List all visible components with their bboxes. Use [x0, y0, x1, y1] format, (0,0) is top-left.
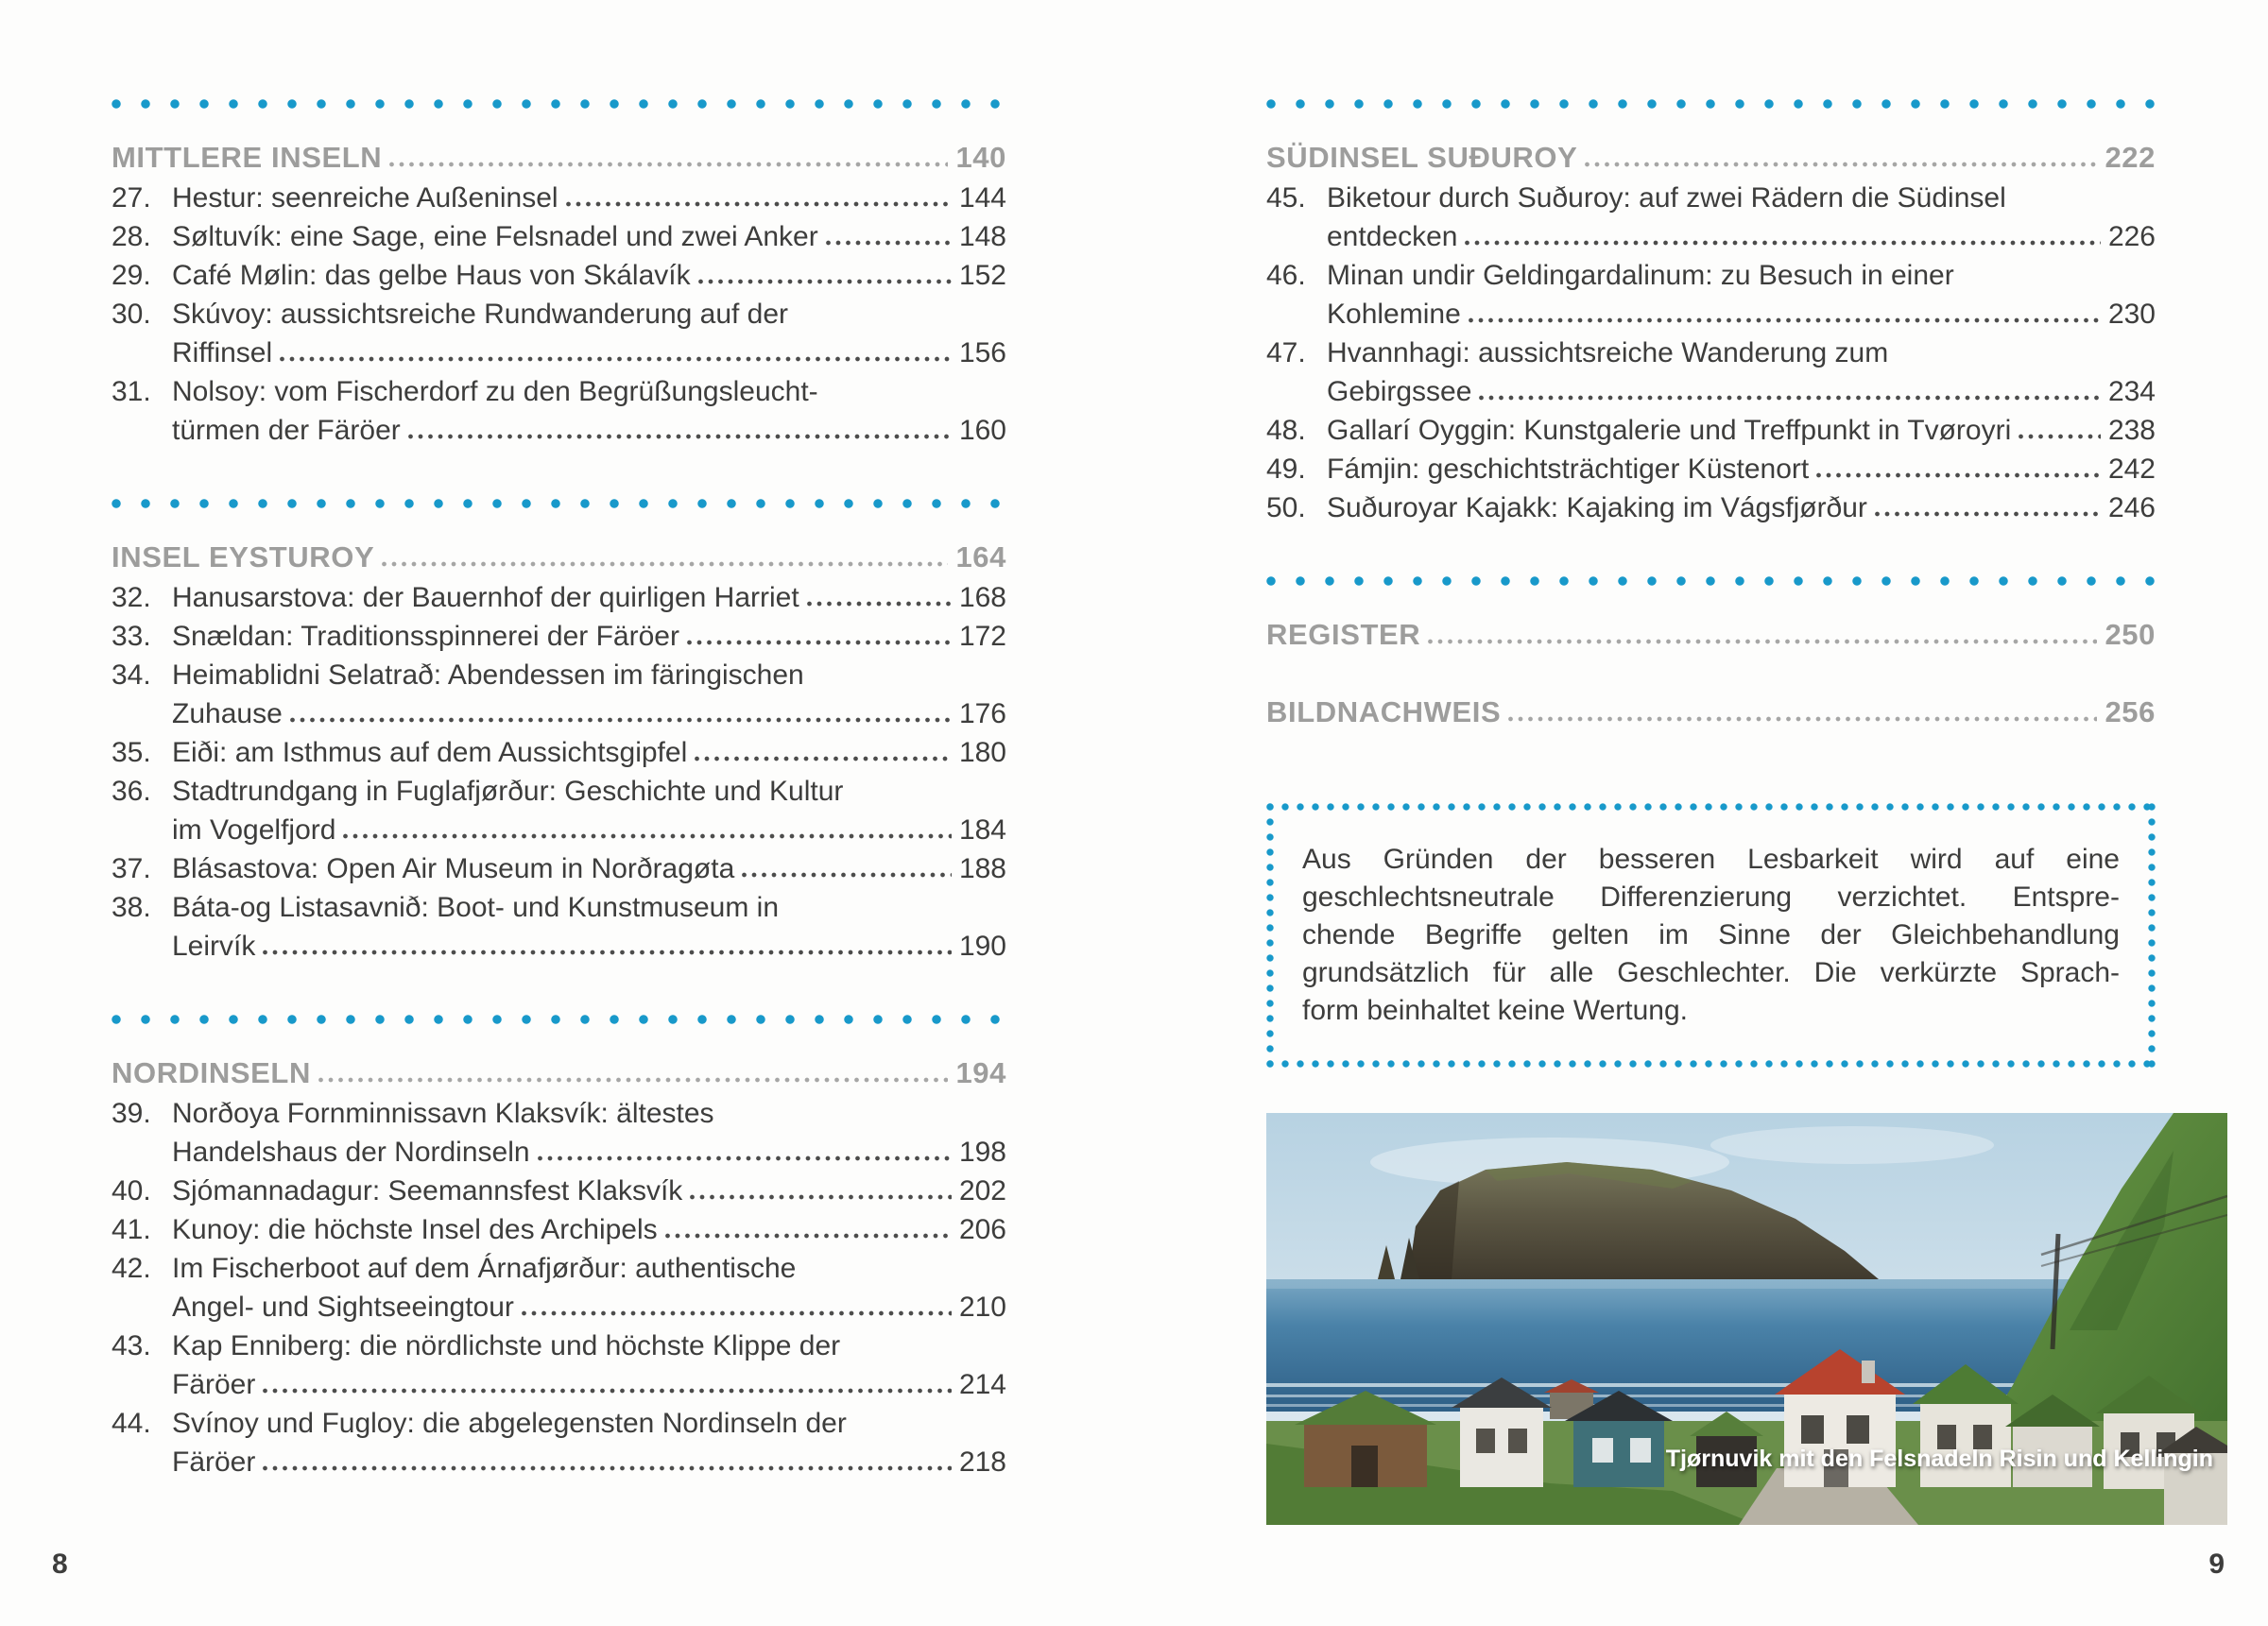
toc-entry[interactable] [112, 1404, 1006, 1481]
toc-entry-page: 230 [2107, 299, 2156, 330]
dot-leader [1875, 511, 2101, 517]
note-line: grundsätzlich für alle Geschlechter. Die verkürzte Sprach- [1302, 957, 2120, 988]
toc-entry-text: Zuhause [172, 698, 283, 729]
toc-entry-text: Gallarí Oyggin: Kunstgalerie und Treffpunkt in Tvøroyri [1327, 415, 2012, 446]
dot-leader [1479, 395, 2101, 401]
toc-entry-page: 242 [2107, 454, 2156, 485]
toc-entry-text: Färöer [172, 1446, 256, 1478]
toc-entry-text: Leirvík [172, 931, 256, 962]
toc-entry-body [172, 217, 1006, 256]
toc-entry-page: 238 [2107, 415, 2156, 446]
toc-entry-body [172, 179, 1006, 217]
toc-entry-page: 172 [958, 621, 1006, 652]
dot-leader [280, 356, 952, 362]
gender-note-box [1266, 803, 2156, 1068]
dot-leader [1585, 162, 2097, 167]
toc-right-sections [1266, 99, 2156, 527]
toc-entry-lastline [1327, 411, 2156, 450]
bildnachweis-page: 256 [2105, 695, 2156, 728]
note-line: chende Begriffe gelten im Sinne der Gleichbehandlung [1302, 919, 2120, 950]
toc-entry-number: 50. [1266, 492, 1306, 523]
toc-entry[interactable] [1266, 334, 2156, 411]
toc-entry-text: Snældan: Traditionsspinnerei der Färöer [172, 621, 679, 652]
toc-entry-body [172, 849, 1006, 888]
toc-entry-text: Riffinsel [172, 337, 273, 368]
toc-entry-page: 160 [958, 415, 1006, 446]
dot-leader [389, 162, 948, 167]
photo-tjornuvik [1266, 1113, 2227, 1525]
dot-leader [698, 279, 952, 284]
toc-entry-page: 218 [958, 1446, 1006, 1478]
toc-entry-text: Norðoya Fornminnissavn Klaksvík: ältestes [172, 1098, 714, 1129]
toc-entry-number: 45. [1266, 182, 1306, 214]
page-number-left: 8 [52, 1549, 68, 1580]
toc-entry[interactable] [112, 578, 1006, 617]
toc-section-bildnachweis[interactable] [1266, 692, 2156, 733]
toc-entry[interactable] [112, 849, 1006, 888]
toc-entry-body [172, 617, 1006, 656]
toc-section-header[interactable] [112, 1053, 1006, 1094]
toc-entry-page: 156 [958, 337, 1006, 368]
toc-entry-page: 206 [958, 1214, 1006, 1245]
toc-entry-lastline [172, 179, 1006, 217]
toc-entry-lastline [1327, 372, 2156, 411]
toc-entry-text: Nolsoy: vom Fischerdorf zu den Begrüßungsleucht- [172, 376, 818, 407]
toc-entry-page: 148 [958, 221, 1006, 252]
toc-section-header[interactable] [112, 537, 1006, 578]
section-title: NORDINSELN [112, 1056, 311, 1089]
toc-entry-number: 41. [112, 1214, 151, 1245]
toc-entry-lastline [172, 1210, 1006, 1249]
toc-entry-body [1327, 411, 2156, 450]
toc-entry-lastline [172, 411, 1006, 450]
dot-leader [263, 1388, 952, 1394]
toc-entry-lastline [172, 733, 1006, 772]
toc-entry-text: Søltuvík: eine Sage, eine Felsnadel und zwei Anker [172, 221, 818, 252]
toc-entry-lastline [172, 811, 1006, 849]
toc-entry-page: 234 [2107, 376, 2156, 407]
bildnachweis-title: BILDNACHWEIS [1266, 695, 1502, 728]
toc-entry-text: Angel- und Sightseeingtour [172, 1292, 514, 1323]
toc-entry[interactable] [112, 617, 1006, 656]
dot-leader [382, 561, 948, 567]
toc-entry-page: 190 [958, 931, 1006, 962]
toc-entry-number: 37. [112, 853, 151, 884]
toc-entry-lastline [172, 334, 1006, 372]
toc-entry[interactable] [1266, 411, 2156, 450]
note-line: geschlechtsneutrale Differenzierung verzichtet. Entspre- [1302, 881, 2120, 913]
toc-entry-text: Hanusarstova: der Bauernhof der quirligen Harriet [172, 582, 799, 613]
toc-entry-page: 144 [958, 182, 1006, 214]
dot-leader [1508, 716, 2097, 722]
dot-leader [408, 434, 952, 439]
toc-entry-body [172, 256, 1006, 295]
toc-section-header[interactable] [112, 137, 1006, 179]
toc-entry[interactable] [1266, 488, 2156, 527]
dot-leader [343, 833, 952, 839]
toc-entry-number: 49. [1266, 454, 1306, 485]
toc-entry-number: 39. [112, 1098, 151, 1129]
toc-entry[interactable] [112, 295, 1006, 372]
toc-entry-lastline [1327, 217, 2156, 256]
toc-entry-text: Kap Enniberg: die nördlichste und höchste Klippe der [172, 1330, 841, 1361]
toc-entry[interactable] [112, 1210, 1006, 1249]
toc-entry-number: 28. [112, 221, 151, 252]
toc-entry-number: 42. [112, 1253, 151, 1284]
toc-entry-body [172, 1249, 1006, 1326]
toc-entry-number: 30. [112, 299, 151, 330]
toc-entry-number: 43. [112, 1330, 151, 1361]
toc-entry-lastline [1327, 295, 2156, 334]
toc-entry-page: 210 [958, 1292, 1006, 1323]
toc-entry-lastline [172, 578, 1006, 617]
toc-entry-body [172, 295, 1006, 372]
section-divider-dots [1266, 99, 2156, 109]
dot-leader [826, 240, 952, 246]
toc-right-column [1266, 99, 2213, 1525]
toc-entry[interactable] [112, 888, 1006, 966]
dot-leader [566, 201, 952, 207]
toc-entry-text: Eiði: am Isthmus auf dem Aussichtsgipfel [172, 737, 688, 768]
toc-entry-page: 198 [958, 1137, 1006, 1168]
toc-entry-page: 176 [958, 698, 1006, 729]
section-page-number: 164 [955, 540, 1006, 573]
dot-leader [695, 756, 952, 762]
toc-entry-number: 38. [112, 892, 151, 923]
toc-entry-lastline [172, 1133, 1006, 1172]
toc-entry-number: 46. [1266, 260, 1306, 291]
toc-entry-lastline [172, 927, 1006, 966]
toc-entry-text: Heimablidni Selatrað: Abendessen im färingischen [172, 659, 804, 691]
toc-entry-text: Fámjin: geschichtsträchtiger Küstenort [1327, 454, 1810, 485]
section-page-number: 194 [955, 1056, 1006, 1089]
toc-entry-body [172, 1210, 1006, 1249]
dot-leader [318, 1077, 949, 1083]
toc-entry[interactable] [1266, 256, 2156, 334]
toc-entry-body [1327, 179, 2156, 256]
toc-entry[interactable] [112, 217, 1006, 256]
page-number-right: 9 [2208, 1549, 2225, 1580]
dot-leader [1428, 639, 2097, 644]
toc-entry-lastline [172, 694, 1006, 733]
register-title: REGISTER [1266, 618, 1421, 651]
toc-entry-number: 36. [112, 776, 151, 807]
dot-leader [687, 640, 952, 645]
toc-entry-number: 34. [112, 659, 151, 691]
toc-entry-number: 31. [112, 376, 151, 407]
toc-entry-page: 246 [2107, 492, 2156, 523]
toc-entry-number: 32. [112, 582, 151, 613]
toc-entry-lastline [172, 217, 1006, 256]
section-divider-dots [112, 499, 1006, 508]
toc-entry-lastline [172, 1365, 1006, 1404]
toc-entry-text: Báta-og Listasavnið: Boot- und Kunstmuseum in [172, 892, 780, 923]
toc-entry-text: Handelshaus der Nordinseln [172, 1137, 530, 1168]
toc-entry[interactable] [112, 1326, 1006, 1404]
photo-tjornuvik-illustration [1266, 1113, 2227, 1525]
toc-entry-text: Biketour durch Suðuroy: auf zwei Rädern die Südinsel [1327, 182, 2006, 214]
toc-entry-text: Sjómannadagur: Seemannsfest Klaksvík [172, 1175, 683, 1207]
toc-entry-text: im Vogelfjord [172, 814, 336, 846]
toc-entry-body [172, 733, 1006, 772]
toc-entry-text: Kohlemine [1327, 299, 1461, 330]
note-line: Aus Gründen der besseren Lesbarkeit wird auf eine [1302, 844, 2120, 875]
toc-entry-text: Stadtrundgang in Fuglafjørður: Geschichte und Kultur [172, 776, 844, 807]
toc-entry-lastline [172, 849, 1006, 888]
toc-entry-page: 226 [2107, 221, 2156, 252]
toc-entry-number: 44. [112, 1408, 151, 1439]
dot-leader [1469, 317, 2101, 323]
toc-entry-text: entdecken [1327, 221, 1458, 252]
toc-entry[interactable] [112, 733, 1006, 772]
toc-entry-number: 47. [1266, 337, 1306, 368]
toc-entry-body [1327, 256, 2156, 334]
toc-section-register[interactable] [1266, 614, 2156, 656]
toc-entry-text: türmen der Färöer [172, 415, 401, 446]
toc-entry-page: 180 [958, 737, 1006, 768]
toc-entry-body [172, 578, 1006, 617]
section-title: MITTLERE INSELN [112, 141, 383, 174]
toc-entry-text: Hvannhagi: aussichtsreiche Wanderung zum [1327, 337, 1889, 368]
toc-entry[interactable] [112, 772, 1006, 849]
dot-leader [742, 872, 952, 878]
toc-entry[interactable] [1266, 179, 2156, 256]
toc-entry-lastline [172, 1288, 1006, 1326]
toc-entry-body [1327, 334, 2156, 411]
toc-entry-text: Blásastova: Open Air Museum in Norðragøta [172, 853, 735, 884]
toc-entry-body [172, 372, 1006, 450]
toc-left-column [112, 99, 1006, 1481]
toc-entry-body [172, 772, 1006, 849]
toc-entry-page: 184 [958, 814, 1006, 846]
toc-entry[interactable] [112, 656, 1006, 733]
toc-entry-body [172, 1404, 1006, 1481]
toc-entry-body [172, 1094, 1006, 1172]
section-divider-dots [112, 1015, 1006, 1024]
toc-entry-text: Svínoy und Fugloy: die abgelegensten Nordinseln der [172, 1408, 847, 1439]
toc-entry-number: 35. [112, 737, 151, 768]
toc-entry-text: Kunoy: die höchste Insel des Archipels [172, 1214, 658, 1245]
toc-entry[interactable] [112, 372, 1006, 450]
dot-leader [690, 1194, 952, 1200]
toc-entry-text: Minan undir Geldingardalinum: zu Besuch in einer [1327, 260, 1954, 291]
toc-entry-body [172, 888, 1006, 966]
toc-entry-text: Hestur: seenreiche Außeninsel [172, 182, 558, 214]
section-divider-dots [112, 99, 1006, 109]
dot-leader [263, 1465, 952, 1471]
toc-entry-text: Färöer [172, 1369, 256, 1400]
toc-entry-page: 152 [958, 260, 1006, 291]
section-title: SÜDINSEL SUÐUROY [1266, 141, 1578, 174]
note-line: form beinhaltet keine Wertung. [1302, 995, 1689, 1026]
toc-entry[interactable] [112, 1249, 1006, 1326]
toc-entry-page: 168 [958, 582, 1006, 613]
dot-leader [538, 1155, 952, 1161]
toc-entry-number: 33. [112, 621, 151, 652]
toc-entry-text: Skúvoy: aussichtsreiche Rundwanderung auf der [172, 299, 789, 330]
dot-leader [1816, 472, 2101, 478]
section-divider-dots [1266, 576, 2156, 586]
toc-entry-text: Café Mølin: das gelbe Haus von Skálavík [172, 260, 691, 291]
register-page: 250 [2105, 618, 2156, 651]
toc-entry-page: 202 [958, 1175, 1006, 1207]
toc-entry-number: 27. [112, 182, 151, 214]
dot-leader [807, 601, 952, 607]
toc-entry-lastline [1327, 488, 2156, 527]
toc-entry[interactable] [112, 1172, 1006, 1210]
toc-entry-page: 214 [958, 1369, 1006, 1400]
toc-entry-body [172, 1172, 1006, 1210]
section-page-number: 222 [2105, 141, 2156, 174]
dot-leader [522, 1310, 952, 1316]
toc-entry-text: Gebirgssee [1327, 376, 1472, 407]
toc-entry-number: 29. [112, 260, 151, 291]
toc-entry[interactable] [112, 256, 1006, 295]
toc-entry-lastline [172, 1172, 1006, 1210]
toc-entry[interactable] [1266, 450, 2156, 488]
toc-entry-lastline [172, 617, 1006, 656]
toc-entry-number: 48. [1266, 415, 1306, 446]
toc-entry[interactable] [112, 1094, 1006, 1172]
dot-leader [2019, 434, 2101, 439]
toc-entry-body [172, 656, 1006, 733]
photo-caption: Tjørnuvik mit den Felsnadeln Risin und Kellingin [1665, 1446, 2213, 1472]
toc-entry-body [172, 1326, 1006, 1404]
dot-leader [665, 1233, 952, 1239]
toc-section-header[interactable] [1266, 137, 2156, 179]
toc-entry-body [1327, 450, 2156, 488]
section-page-number: 140 [955, 141, 1006, 174]
toc-entry-lastline [1327, 450, 2156, 488]
toc-entry-lastline [172, 256, 1006, 295]
toc-entry-lastline [172, 1443, 1006, 1481]
toc-entry[interactable] [112, 179, 1006, 217]
section-title: INSEL EYSTUROY [112, 540, 375, 573]
dot-leader [1465, 240, 2100, 246]
toc-entry-page: 188 [958, 853, 1006, 884]
toc-entry-number: 40. [112, 1175, 151, 1207]
toc-entry-text: Suðuroyar Kajakk: Kajaking im Vágsfjørður [1327, 492, 1867, 523]
dot-leader [290, 717, 952, 723]
toc-entry-text: Im Fischerboot auf dem Árnafjørður: authentische [172, 1253, 797, 1284]
dot-leader [263, 950, 952, 955]
toc-entry-body [1327, 488, 2156, 527]
